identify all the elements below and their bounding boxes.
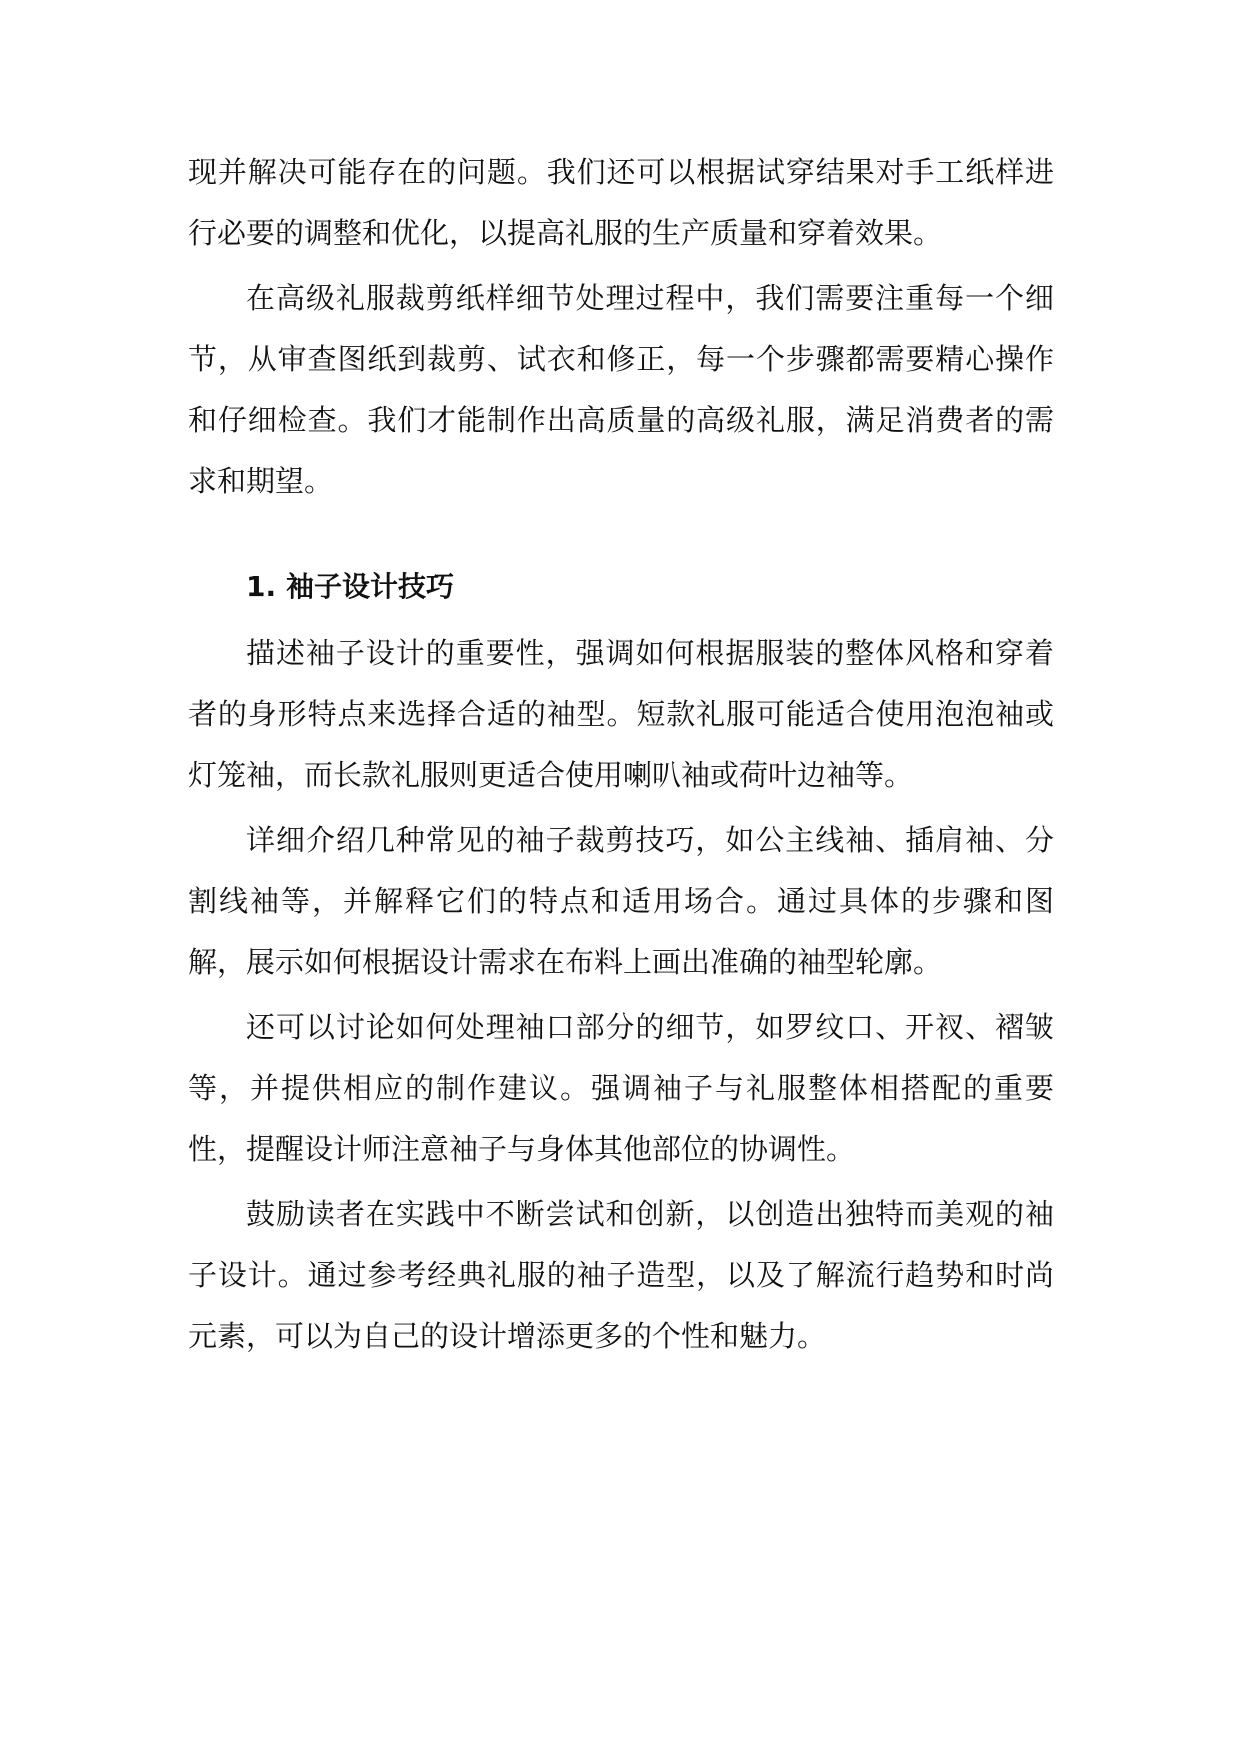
paragraph-continued: 现并解决可能存在的问题。我们还可以根据试穿结果对手工纸样进行必要的调整和优化，以提高礼服的生产质量和穿着效果。 — [188, 155, 1054, 250]
document-body — [188, 142, 1054, 1371]
section-heading — [188, 556, 1054, 617]
paragraph: 鼓励读者在实践中不断尝试和创新，以创造出独特而美观的袖子设计。通过参考经典礼服的袖子造型，以及了解流行趋势和时尚元素，可以为自己的设计增添更多的个性和魅力。 — [188, 1197, 1054, 1353]
section-title: 袖子设计技巧 — [286, 570, 455, 603]
paragraph: 还可以讨论如何处理袖口部分的细节，如罗纹口、开衩、褶皱等，并提供相应的制作建议。强调袖子与礼服整体相搭配的重要性，提醒设计师注意袖子与身体其他部位的协调性。 — [188, 1010, 1054, 1166]
section-number: 1. — [246, 570, 277, 603]
paragraph: 描述袖子设计的重要性，强调如何根据服装的整体风格和穿着者的身形特点来选择合适的袖型。短款礼服可能适合使用泡泡袖或灯笼袖，而长款礼服则更适合使用喇叭袖或荷叶边袖等。 — [188, 636, 1054, 792]
paragraph: 在高级礼服裁剪纸样细节处理过程中，我们需要注重每一个细节，从审查图纸到裁剪、试衣和修正，每一个步骤都需要精心操作和仔细检查。我们才能制作出高质量的高级礼服，满足消费者的需求和期望。 — [188, 281, 1054, 498]
paragraph: 详细介绍几种常见的袖子裁剪技巧，如公主线袖、插肩袖、分割线袖等，并解释它们的特点和适用场合。通过具体的步骤和图解，展示如何根据设计需求在布料上画出准确的袖型轮廓。 — [188, 823, 1054, 979]
